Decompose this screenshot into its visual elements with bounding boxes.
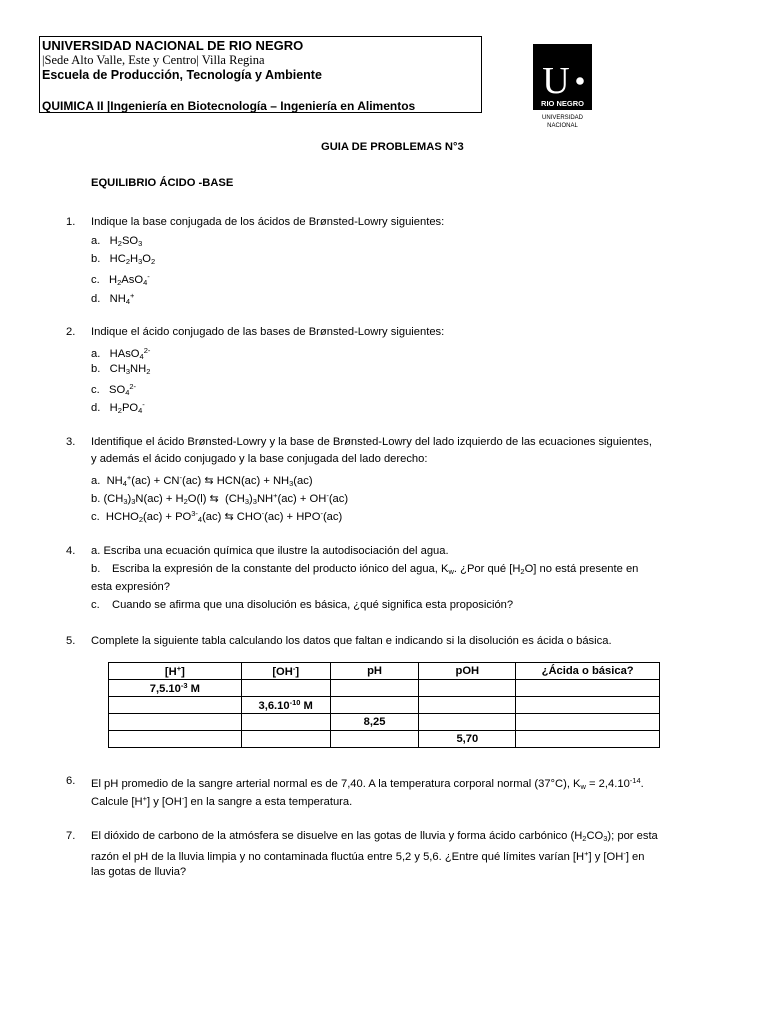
equilibrium-arrow-icon: ⇆ xyxy=(204,474,214,487)
p1-item-a: a. $H_2SO_3$ xyxy=(91,235,143,248)
p4-item-a: a. Escriba una ecuación química que ilustre la autodisociación del agua. xyxy=(91,545,449,557)
p3-equation-c: c. $HCHO_2(ac) + PO^{3-}_4(ac)$ ⇆ CHO-(ac) + HPO-(ac) xyxy=(91,509,343,524)
p2-item-a: a. HAsO$_4^{2-}$ xyxy=(91,346,151,361)
p3-equation-b: b. $(CH_3)_3N(ac) + H_2O(l)$ ⇆ $(CH_3)_3NH^+(ac) + OH^-(ac)$ xyxy=(91,491,349,506)
table-row xyxy=(109,714,660,731)
page-title: GUIA DE PROBLEMAS N°3 xyxy=(321,141,464,153)
p7-line2: razón el pH de la lluvia limpia y no contaminada fluctúa entre 5,2 y 5,6. ¿Entre qué límites varían [H+] y [OH-] en xyxy=(91,849,645,863)
p7-line3: las gotas de lluvia? xyxy=(91,866,187,878)
table-header-row xyxy=(109,663,660,680)
p6-line2: Calcule [H+] y [OH-] en la sangre a esta temperatura. xyxy=(91,794,353,808)
p7-line1: El dióxido de carbono de la atmósfera se disuelve en las gotas de lluvia y forma ácido carbónico $(H_2CO_3)$; por esta xyxy=(91,830,658,843)
p4-item-c: Cuando se afirma que una disolución es básica, ¿qué significa esta proposición? xyxy=(112,599,514,611)
p4-item-b-line2: esta expresión? xyxy=(91,581,170,593)
university-name: UNIVERSIDAD NACIONAL DE RIO NEGRO xyxy=(42,38,304,53)
p1-item-d: d. $NH_4^+$ xyxy=(91,291,135,306)
p3-number: 3. xyxy=(66,436,76,448)
p2-number: 2. xyxy=(66,326,76,338)
logo-dot xyxy=(576,77,584,85)
section-subtitle: EQUILIBRIO ÁCIDO -BASE xyxy=(91,177,234,189)
p6-number: 6. xyxy=(66,775,76,787)
logo-nacional: NACIONAL xyxy=(547,123,578,129)
p7-number: 7. xyxy=(66,830,76,842)
p4-number: 4. xyxy=(66,545,76,557)
logo-rio-negro: RIO NEGRO xyxy=(541,99,584,108)
p6-line1: El pH promedio de la sangre arterial normal es de 7,40. A la temperatura corporal normal (37°C), $K_w = 2,4.10^{-14}$. xyxy=(91,776,644,791)
ph-table xyxy=(108,662,660,748)
p4-item-b-label: b. xyxy=(91,563,101,575)
table-row xyxy=(109,697,660,714)
p2-item-c: c. $SO_4^{2-}$ xyxy=(91,382,137,397)
header-acid-base: ¿Ácida o básica? xyxy=(516,663,660,680)
p4-item-c-label: c. xyxy=(91,599,100,611)
p5-number: 5. xyxy=(66,635,76,647)
header-poh: pOH xyxy=(419,663,516,680)
table-row xyxy=(109,680,660,697)
cell-poh: 5,70 xyxy=(419,731,516,748)
cell-ph: 8,25 xyxy=(330,714,419,731)
p5-text: Complete la siguiente tabla calculando los datos que faltan e indicando si la disolución es ácida o básica. xyxy=(91,635,612,647)
p1-text: Indique la base conjugada de los ácidos de Brønsted-Lowry siguientes: xyxy=(91,216,445,228)
cell-oh: $3,6.10^{-10}$ M xyxy=(241,697,330,714)
p4-item-b: Escriba la expresión de la constante del producto iónico del agua, $K_w$. ¿Por qué $[H_2O]$ no está presente en xyxy=(112,563,639,576)
p3-equation-a: a. $NH_4^+(ac) + CN^-(ac)$ ⇆ $HCN(ac) + NH_3(ac)$ xyxy=(91,473,313,488)
p3-line1: Identifique el ácido Brønsted-Lowry y la base de Brønsted-Lowry del lado izquierdo de las ecuaciones siguientes, xyxy=(91,436,652,448)
table-row xyxy=(109,731,660,748)
university-logo xyxy=(533,44,592,130)
course-line: QUIMICA II |Ingeniería en Biotecnología – Ingeniería en Alimentos xyxy=(42,99,416,113)
p2-item-d: d. $H_2PO_4^-$ xyxy=(91,400,145,415)
school-name: Escuela de Producción, Tecnología y Ambiente xyxy=(42,68,322,82)
cell-h: $7,5.10^{-3}$ M xyxy=(109,680,242,697)
p2-item-b: b. $CH_3NH_2$ xyxy=(91,363,151,376)
p3-line2: y además el ácido conjugado y la base conjugada del lado derecho: xyxy=(91,453,428,465)
header-h: [H+] xyxy=(109,663,242,680)
equilibrium-arrow-icon: ⇆ xyxy=(209,492,219,505)
p1-item-c: c. $H_2AsO_4^-$ xyxy=(91,272,150,287)
p1-item-b: b. $HC_2H_3O_2$ xyxy=(91,253,156,266)
p2-text: Indique el ácido conjugado de las bases de Brønsted-Lowry siguientes: xyxy=(91,326,445,338)
equilibrium-arrow-icon: ⇆ xyxy=(224,510,234,523)
sede-line: |Sede Alto Valle, Este y Centro| Villa Regina xyxy=(42,53,265,67)
logo-letter: U xyxy=(542,60,570,102)
header-oh: [OH-] xyxy=(241,663,330,680)
p1-number: 1. xyxy=(66,216,76,228)
header-box xyxy=(39,36,482,113)
header-ph: pH xyxy=(330,663,419,680)
logo-universidad: UNIVERSIDAD xyxy=(541,115,584,121)
